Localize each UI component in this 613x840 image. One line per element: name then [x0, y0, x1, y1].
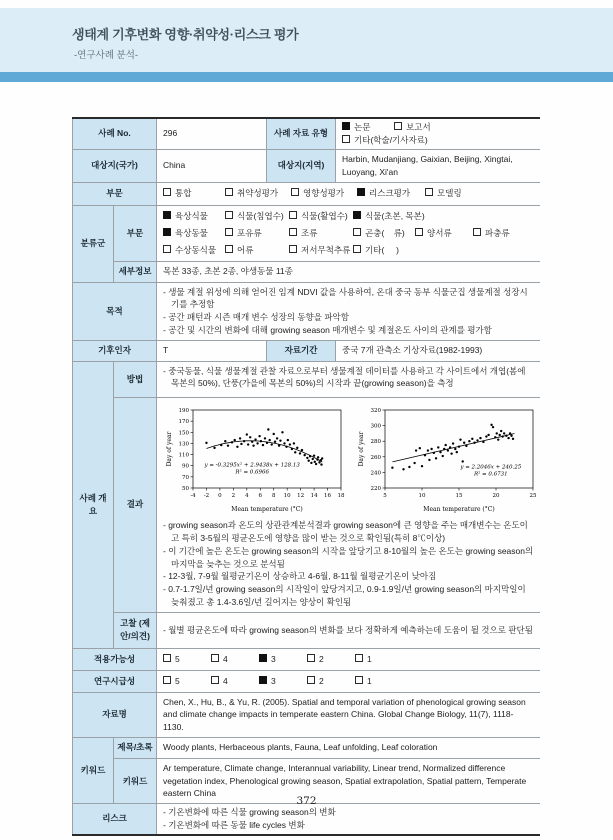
checkbox-label: 기타( ): [365, 244, 399, 255]
checkbox-option: [163, 187, 225, 200]
checkbox-checked-icon: [163, 211, 171, 219]
svg-text:18: 18: [337, 492, 345, 499]
taxon-options-cell: [157, 205, 540, 261]
checkbox-label: 식물(침엽수): [237, 210, 284, 221]
page-subtitle: -연구사례 분석-: [74, 50, 139, 61]
urgency-options: [163, 675, 534, 688]
checkbox-label: 3: [271, 675, 276, 686]
checkbox-label: 보고서: [406, 122, 431, 132]
checkbox-option: [225, 187, 291, 200]
checkbox-option: [289, 242, 353, 259]
svg-text:320: 320: [370, 407, 382, 414]
checkbox-option: [353, 242, 415, 259]
row-method: [73, 361, 541, 397]
svg-text:y = 2.2046x + 240.25: y = 2.2046x + 240.25: [460, 464, 522, 470]
checkbox-label: 곤충( 류): [365, 227, 405, 238]
checkbox-unchecked-icon: [289, 228, 297, 236]
checkbox-label: 육상식물: [175, 210, 208, 221]
row-purpose: [73, 282, 541, 340]
checkbox-label: 모델링: [437, 188, 462, 199]
region-label: 대상지(지역): [267, 149, 336, 182]
text-line: - 월별 평균온도에 따라 growing season의 변화를 보다 정확하게 예측하는데 도움이 될 것으로 판단됨: [163, 624, 533, 635]
checkbox-unchecked-icon: [307, 654, 315, 662]
checkbox-label: 양서류: [427, 227, 452, 238]
svg-text:220: 220: [370, 485, 382, 492]
result-text: [163, 519, 534, 608]
svg-text:6: 6: [258, 492, 263, 499]
checkbox-label: 저서무척추류: [301, 244, 351, 255]
purpose-label: 목적: [73, 282, 157, 340]
row-location: [73, 149, 541, 182]
checkbox-unchecked-icon: [163, 188, 171, 196]
sector-label: 부문: [73, 182, 157, 205]
checkbox-unchecked-icon: [415, 228, 423, 236]
checkbox-label: 통합: [175, 188, 192, 199]
svg-text:10: 10: [418, 492, 426, 499]
checkbox-unchecked-icon: [225, 188, 233, 196]
svg-text:Day of year: Day of year: [166, 431, 174, 466]
checkbox-label: 어류: [237, 244, 254, 255]
checkbox-option: [289, 208, 353, 225]
svg-text:Mean temperature (°C): Mean temperature (°C): [231, 505, 303, 513]
row-urgency: [73, 670, 541, 692]
checkbox-unchecked-icon: [355, 654, 363, 662]
case-type-label: 사례 자료 유형: [267, 118, 336, 149]
row-risk: [73, 804, 541, 835]
checkbox-option: [415, 225, 473, 242]
case-type-options: [342, 121, 534, 147]
risk-label: 리스크: [73, 804, 157, 835]
title-abstract-value: Woody plants, Herbaceous plants, Fauna, Leaf unfolding, Leaf coloration: [157, 737, 540, 758]
text-line: - 공간 및 시간의 변화에 대해 growing season 매개변수 및 계절온도 사이의 관계를 평가함: [163, 324, 492, 335]
checkbox-option: [163, 225, 225, 242]
taxon-label: 분류군: [73, 205, 114, 282]
checkbox-label: 3: [271, 653, 276, 664]
checkbox-unchecked-icon: [342, 135, 350, 143]
checkbox-checked-icon: [342, 122, 350, 130]
text-line: - 이 기간에 높은 온도는 growing season의 시작을 앞당기고 8-10월의 높은 온도는 growing season의 마지막을 늦추는 것으로 분석됨: [163, 545, 534, 569]
svg-text:12: 12: [297, 492, 305, 499]
urgency-label: 연구시급성: [73, 670, 157, 692]
data-period-value: 중국 7개 관측소 기상자료(1982-1993): [336, 340, 540, 361]
svg-text:16: 16: [324, 492, 332, 499]
row-taxon-detail: [73, 261, 541, 282]
svg-text:10: 10: [283, 492, 291, 499]
checkbox-option: [211, 675, 259, 688]
checkbox-label: 4: [223, 675, 228, 686]
scatter-chart: [355, 403, 539, 513]
svg-text:Mean temperature (°C): Mean temperature (°C): [423, 505, 495, 513]
checkbox-unchecked-icon: [353, 245, 361, 253]
svg-text:260: 260: [370, 454, 382, 461]
climate-factor-value: T: [157, 340, 267, 361]
checkbox-option: [355, 675, 403, 688]
checkbox-option: [289, 225, 353, 242]
checkbox-label: 영향성평가: [303, 188, 345, 199]
country-label: 대상지(국가): [73, 149, 157, 182]
taxon-options-row3: [163, 242, 534, 259]
checkbox-label: 5: [175, 675, 180, 686]
checkbox-label: 1: [367, 653, 372, 664]
svg-text:0: 0: [218, 492, 222, 499]
checkbox-option: [163, 208, 225, 225]
svg-text:4: 4: [245, 492, 249, 499]
svg-text:R² = 0.6731: R² = 0.6731: [473, 471, 508, 477]
svg-text:90: 90: [182, 463, 190, 470]
svg-text:70: 70: [182, 474, 190, 481]
title-abstract-label: 제목/초록: [114, 737, 157, 758]
discussion-label: 고찰 (제안/의견): [114, 612, 157, 648]
row-result: [73, 397, 541, 612]
svg-text:280: 280: [370, 438, 382, 445]
purpose-value: [157, 282, 540, 340]
checkbox-option: [473, 225, 510, 242]
applicability-label: 적용가능성: [73, 648, 157, 670]
reference-value: Chen, X., Hu, B., & Yu, R. (2005). Spatial and temporal variation of phenological growing season and climate change impacts in temperate eastern China. Global Change Biology, 11(7), 1118-1130.: [157, 692, 540, 737]
row-sector: [73, 182, 541, 205]
checkbox-option: [211, 653, 259, 666]
header-accent-bar: [0, 72, 613, 82]
checkbox-unchecked-icon: [163, 245, 171, 253]
checkbox-label: 조류: [301, 227, 318, 238]
checkbox-option: [307, 653, 355, 666]
case-no-value: 296: [157, 118, 267, 149]
svg-text:5: 5: [383, 492, 387, 499]
checkbox-option: [353, 208, 425, 225]
taxon-sector-label: 부문: [114, 205, 157, 261]
checkbox-label: 육상동물: [175, 227, 208, 238]
svg-text:240: 240: [370, 469, 382, 476]
row-case-no: [73, 118, 541, 149]
row-keywords-title: [73, 737, 541, 758]
page-header: [0, 8, 613, 72]
svg-text:Day of year: Day of year: [358, 431, 366, 466]
text-line: - 기온변화에 따른 동물 life cycles 변화: [163, 819, 305, 830]
checkbox-label: 2: [319, 675, 324, 686]
text-line: - 기온변화에 따른 식물 growing season의 변화: [163, 807, 336, 817]
checkbox-option: [225, 225, 289, 242]
discussion-value: [157, 612, 540, 648]
text-line: - 공간 패턴과 시즌 매개 변수 성장의 동향을 파악함: [163, 312, 349, 322]
svg-text:14: 14: [310, 492, 318, 499]
chart-growing-season-end: [355, 403, 539, 517]
checkbox-label: 포유류: [237, 227, 262, 238]
checkbox-label: 수상동식물: [175, 244, 217, 255]
checkbox-label: 기타(학술/기사자료): [354, 134, 428, 145]
sector-options: [163, 187, 534, 200]
checkbox-label: 2: [319, 653, 324, 664]
checkbox-unchecked-icon: [291, 188, 299, 196]
text-line: - 12-3월, 7-9월 월평균기온이 상승하고 4-6월, 8-11월 월평균기온이 낮아짐: [163, 571, 437, 582]
checkbox-label: 취약성평가: [237, 188, 279, 199]
method-label: 방법: [114, 361, 157, 397]
checkbox-option: [259, 653, 307, 666]
checkbox-option: [291, 187, 357, 200]
checkbox-option: [163, 242, 225, 259]
svg-text:110: 110: [178, 452, 190, 459]
checkbox-option: [259, 675, 307, 688]
checkbox-option: [357, 187, 425, 200]
checkbox-checked-icon: [353, 211, 361, 219]
case-table: [72, 117, 540, 836]
checkbox-unchecked-icon: [355, 676, 363, 684]
checkbox-label: 1: [367, 675, 372, 686]
overview-label: 사례 개요: [73, 361, 114, 648]
applicability-cell: [157, 648, 540, 670]
taxon-detail-value: 목본 33종, 초본 2종, 야생동물 11종: [157, 261, 540, 282]
checkbox-label: 리스크평가: [369, 188, 411, 199]
row-discussion: [73, 612, 541, 648]
checkbox-checked-icon: [163, 228, 171, 236]
svg-text:130: 130: [178, 440, 190, 447]
svg-text:50: 50: [182, 485, 190, 492]
row-taxon: [73, 205, 541, 261]
checkbox-unchecked-icon: [289, 245, 297, 253]
scatter-chart: [163, 403, 347, 513]
page-title: 생태계 기후변화 영향·취약성·리스크 평가: [72, 27, 299, 42]
checkbox-option: [163, 653, 211, 666]
checkbox-option: [225, 242, 289, 259]
checkbox-option: [307, 675, 355, 688]
page-number: 372: [296, 795, 317, 807]
svg-text:2: 2: [231, 492, 236, 499]
svg-text:R² = 0.6966: R² = 0.6966: [235, 468, 270, 475]
taxon-options-row1: [163, 208, 534, 225]
checkbox-option: [342, 134, 428, 147]
checkbox-label: 논문: [354, 122, 371, 132]
risk-value: [157, 804, 540, 835]
result-charts: [163, 403, 537, 517]
result-label: 결과: [114, 397, 157, 612]
climate-factor-label: 기후인자: [73, 340, 157, 361]
svg-text:300: 300: [370, 423, 382, 430]
checkbox-label: 식물(활엽수): [301, 210, 348, 221]
checkbox-unchecked-icon: [289, 211, 297, 219]
checkbox-unchecked-icon: [353, 228, 361, 236]
urgency-cell: [157, 670, 540, 692]
checkbox-option: [163, 675, 211, 688]
checkbox-unchecked-icon: [225, 228, 233, 236]
checkbox-unchecked-icon: [211, 654, 219, 662]
method-value: [157, 361, 540, 397]
checkbox-unchecked-icon: [425, 188, 433, 196]
checkbox-option: [394, 121, 458, 134]
keyword-value: Ar temperature, Climate change, Interannual variability, Linear trend, Normalized difference vegetation index, Phenological growing season, Spatial extrapolation, Spatial pattern, Temperate eastern China: [157, 758, 540, 803]
checkbox-option: [225, 208, 289, 225]
result-cell: [157, 397, 540, 612]
reference-label: 자료명: [73, 692, 157, 737]
checkbox-checked-icon: [259, 654, 267, 662]
svg-text:15: 15: [455, 492, 463, 499]
checkbox-option: [425, 187, 462, 200]
checkbox-option: [353, 225, 415, 242]
checkbox-option: [342, 121, 394, 134]
case-no-label: 사례 No.: [73, 118, 157, 149]
checkbox-label: 5: [175, 653, 180, 664]
svg-text:8: 8: [271, 492, 276, 499]
checkbox-checked-icon: [357, 188, 365, 196]
svg-text:-2: -2: [203, 492, 210, 499]
checkbox-label: 식물(초본, 목본): [365, 210, 425, 221]
text-line: - growing season과 온도의 상관관계분석결과 growing season에 큰 영향을 주는 매개변수는 온도이고 특히 3-5월의 평균온도에 영향을 많이 받는 것으로 확인됨(특히 8℃이상): [163, 520, 528, 543]
svg-text:y = -0.3295x² + 2.9438x + 128.: y = -0.3295x² + 2.9438x + 128.13: [204, 461, 300, 468]
region-value: Harbin, Mudanjiang, Gaixian, Beijing, Xingtai, Luoyang, Xi'an: [336, 149, 540, 182]
checkbox-option: [355, 653, 403, 666]
checkbox-unchecked-icon: [211, 676, 219, 684]
data-period-label: 자료기간: [267, 340, 336, 361]
checkbox-checked-icon: [259, 676, 267, 684]
checkbox-unchecked-icon: [394, 122, 402, 130]
text-line: - 중국동물, 식물 생물계절 관찰 자료으로부터 생물계절 데이터를 사용하고 각 사이트에서 개엽(봄에 목본의 50%), 단풍(가을에 목본의 50%)의 시작과 끝(growing season)을 측정: [163, 365, 526, 389]
checkbox-unchecked-icon: [307, 676, 315, 684]
text-line: - 생물 계절 위성에 의해 얻어진 임계 NDVI 값을 사용하여, 온대 중국 동부 식물군집 생물계절 성장시기를 추정함: [163, 286, 528, 310]
svg-text:150: 150: [178, 429, 190, 436]
svg-text:-4: -4: [190, 492, 196, 499]
sector-cell: [157, 182, 540, 205]
keyword-label: 키워드: [114, 758, 157, 803]
checkbox-label: 파충류: [485, 227, 510, 238]
checkbox-unchecked-icon: [163, 676, 171, 684]
applicability-options: [163, 653, 534, 666]
taxon-detail-label: 세부정보: [114, 261, 157, 282]
chart-growing-season-start: [163, 403, 347, 517]
checkbox-label: 4: [223, 653, 228, 664]
row-climate: [73, 340, 541, 361]
row-reference: [73, 692, 541, 737]
svg-text:170: 170: [178, 418, 190, 425]
svg-text:190: 190: [178, 407, 190, 414]
taxon-options-row2: [163, 225, 534, 242]
row-applicability: [73, 648, 541, 670]
checkbox-unchecked-icon: [473, 228, 481, 236]
keywords-label: 키워드: [73, 737, 114, 803]
checkbox-unchecked-icon: [225, 211, 233, 219]
checkbox-unchecked-icon: [225, 245, 233, 253]
svg-text:25: 25: [529, 492, 537, 499]
text-line: - 0.7-1.7일/년 growing season의 시작일이 앞당겨지고, 0.9-1.9일/년 growing season의 마지막일이 늦춰졌고 총 1.4-3.6일/년 길어지는 양상이 확인됨: [163, 584, 526, 607]
svg-text:20: 20: [492, 492, 500, 499]
case-type-cell: [336, 118, 540, 149]
checkbox-unchecked-icon: [163, 654, 171, 662]
country-value: China: [157, 149, 267, 182]
